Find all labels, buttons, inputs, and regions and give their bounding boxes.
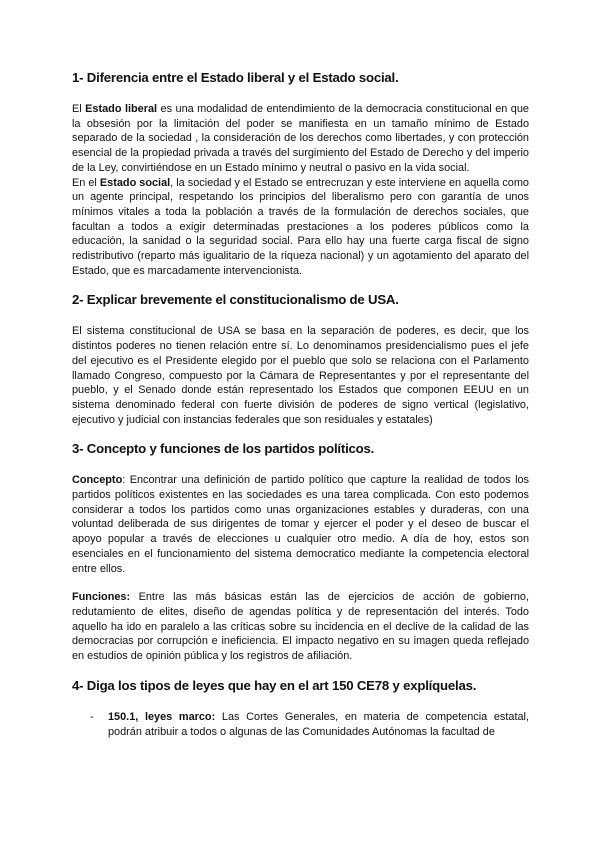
paragraph-estado-liberal (72, 102, 529, 176)
section-3 (72, 441, 529, 663)
paragraph-estado-social (72, 176, 529, 279)
section-heading: 3- Concepto y funciones de los partidos políticos. (72, 441, 375, 457)
bold-term: Estado social (99, 176, 171, 189)
paragraph-concepto (72, 473, 529, 576)
list-item (90, 710, 529, 739)
bold-term: Funciones: (72, 591, 131, 604)
text: : Encontrar una definición de partido político que capture la realidad de todos los partidos políticos existentes en las sociedades es una tarea complicada. Con esto podemos considerar a todos los partidos como unas organizaciones estables y duraderas, con una voluntad deliberada de sus dirigentes de tomar y ejercer el poder y el deseo de buscar el apoyo popular a través de elecciones u cualquier otro medio. A día de hoy, estos son esenciales en el funcionamiento del sistema democratico mediante la competencia electoral entre ellos. (72, 474, 529, 575)
text: , la sociedad y el Estado se entrecruzan y este interviene en aquella como un agente principal, respetando los principios del liberalismo pero con garantía de unos mínimos vitales a toda la población a través de la formulación de derechos sociales, que facultan a todos a exigir determinadas prestaciones a los poderes públicos como la educación, la sanidad o la seguridad social. Para ello hay una fuerte carga fiscal de signo redistributivo (reparto más igualitario de la riqueza nacional) y un agotamiento del aparato del Estado, que es marcadamente intervencionista. (72, 176, 529, 277)
law-types-list (72, 710, 529, 739)
text: El (72, 103, 86, 115)
section-2 (72, 292, 529, 427)
text: En el (72, 176, 100, 189)
dash-bullet: - (90, 710, 94, 723)
section-heading: 4- Diga los tipos de leyes que hay en el art 150 CE78 y explíquelas. (72, 677, 477, 693)
bold-term: Estado liberal (85, 103, 158, 115)
paragraph-usa: El sistema constitucional de USA se basa en la separación de poderes, es decir, que los distintos poderes no tienen relación entre sí. Lo denominamos presidencialismo pues el jefe del ejecutivo es el Presidente elegido por el pueblo que solo se relaciona con el Parlamento llamado Congreso, compuesto por la Cámara de Representantes y por el representante del pueblo, y el Senado donde están representado los Estados que componen EEUU en un sistema denominado federal con fuerte división de poderes de signo vertical (legislativo, ejecutivo y judicial con instancias federales que son residuales y estatales) (72, 325, 529, 426)
section-4 (72, 678, 529, 739)
paragraph-funciones (72, 590, 529, 664)
text: Las Cortes Generales, en materia de competencia estatal, podrán atribuir a todos o algunas de las Comunidades Autónomas la facultad de (108, 710, 529, 738)
text: es una modalidad de entendimiento de la democracia constitucional en que la obsesión por la limitación del poder se manifiesta en un tamaño mínimo de Estado separado de la sociedad , la consideración de los derechos como libertades, y con protección esencial de la propiedad privada a través del surgimiento del Estado de Derecho y del imperio de la Ley, convirtiéndose en un Estado mínimo y neutral o pasivo en la vida social. (72, 103, 529, 174)
section-heading: 1- Diferencia entre el Estado liberal y el Estado social. (72, 70, 399, 85)
section-1 (72, 70, 529, 278)
section-heading: 2- Explicar brevemente el constitucionalismo de USA. (72, 292, 399, 308)
bold-term: 150.1, leyes marco: (108, 710, 216, 723)
text: Entre las más básicas están las de ejercicios de acción de gobierno, redutamiento de elites, diseño de agendas política y de representación del interés. Todo aquello ha ido en paralelo a las críticas sobre su incidencia en el declive de la calidad de las democracias por corrupción e ineficiencia. El impacto negativo en su imagen queda reflejado en estudios de opinión pública y los registros de afiliación. (72, 591, 529, 663)
bold-term: Concepto (72, 474, 123, 487)
